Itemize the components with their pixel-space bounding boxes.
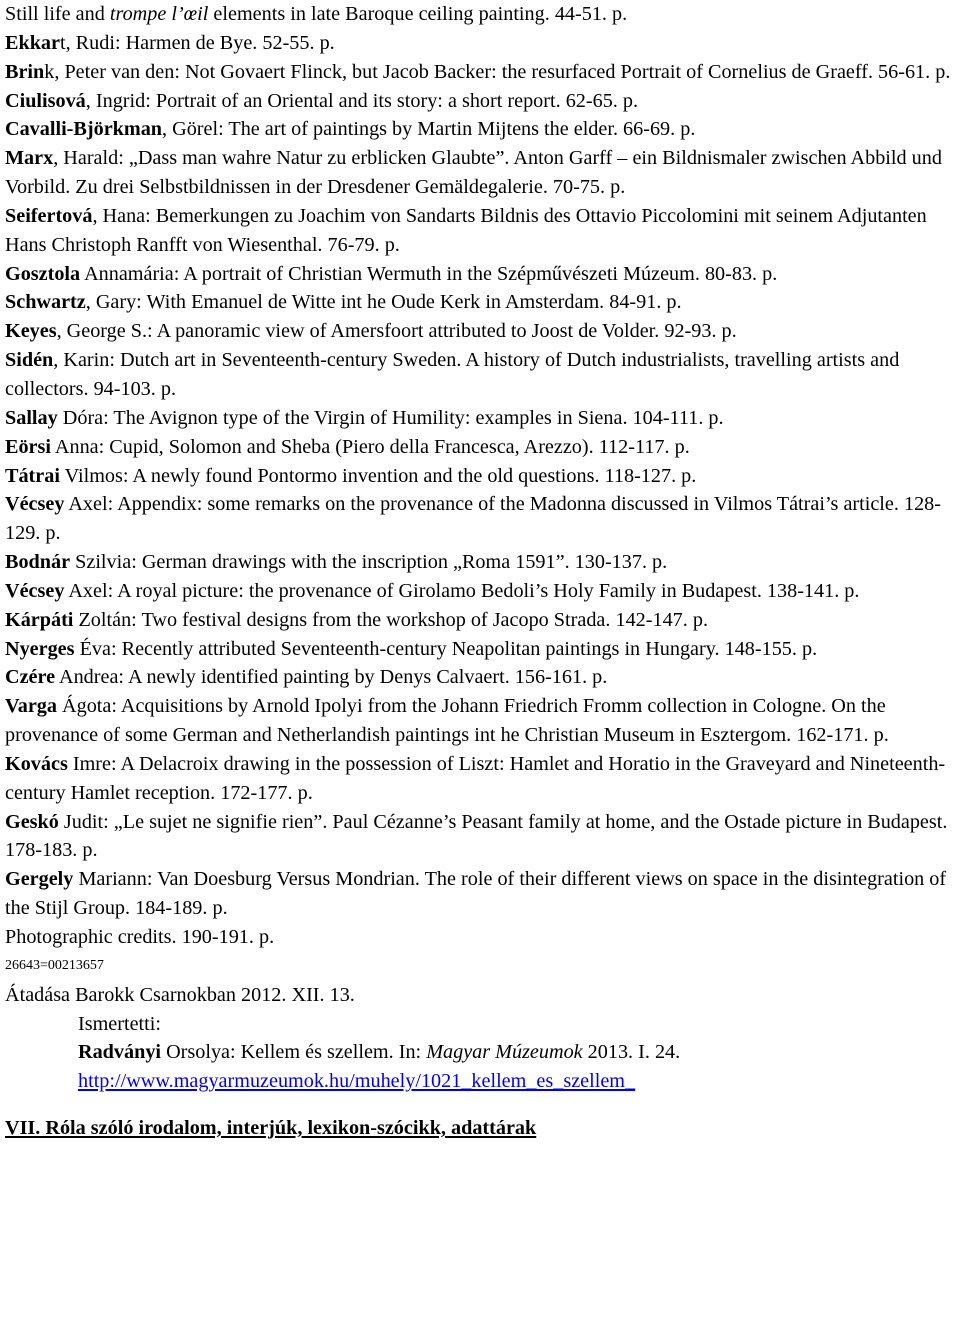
entry-0: Still life and trompe l’œil elements in late Baroque ceiling painting. 44-51. p. <box>5 3 628 25</box>
entry-3: Ciulisová, Ingrid: Portrait of an Oriental and its story: a short report. 62-65. p. <box>5 89 639 112</box>
entry-10: Sidén, Karin: Dutch art in Seventeenth-century Sweden. A history of Dutch industrialists, travelling artists and collectors. 94-103. p. <box>5 349 900 400</box>
entry-author: Czére <box>5 666 56 689</box>
entry-15: Bodnár Szilvia: German drawings with the inscription „Roma 1591”. 130-137. p. <box>5 551 668 574</box>
entry-author: Gergely <box>5 868 74 891</box>
entry-14: Vécsey Axel: Appendix: some remarks on the provenance of the Madonna discussed in Vilmos Tátrai’s article. 128-129. p. <box>5 493 941 545</box>
entry-4: Cavalli-Björkman, Görel: The art of paintings by Martin Mijtens the elder. 66-69. p. <box>5 118 696 141</box>
review-url-link[interactable]: http://www.magyarmuzeumok.hu/muhely/1021_kellem_es_szellem_ <box>78 1070 636 1093</box>
entry-6: Seifertová, Hana: Bemerkungen zu Joachim von Sandarts Bildnis des Ottavio Piccolomini mit seinem Adjutanten Hans Christoph Ranfft von Wiesenthal. 76-79. p. <box>5 204 927 256</box>
review-journal: Magyar Múzeumok <box>426 1041 583 1064</box>
entry-author: Tátrai <box>5 464 60 487</box>
entry-author: Varga <box>5 695 57 718</box>
entry-22: Geskó Judit: „Le sujet ne signifie rien”. Paul Cézanne’s Peasant family at home, and the Ostade picture in Budapest. 178-183. p. <box>5 810 948 862</box>
entry-author: Geskó <box>5 810 59 833</box>
entry-author: Ekkar <box>5 31 60 54</box>
entry-5: Marx, Harald: „Dass man wahre Natur zu erblicken Glaubte”. Anton Garff – ein Bildnismaler zwischen Abbild und Vorbild. Zu drei Selbstbildnissen in der Dresdener Gemäldegalerie. 70-75. p. <box>5 147 942 199</box>
entry-1: Ekkart, Rudi: Harmen de Bye. 52-55. p. <box>5 31 335 54</box>
entry-author: Brin <box>5 60 45 83</box>
entry-11: Sallay Dóra: The Avignon type of the Virgin of Humility: examples in Siena. 104-111. p. <box>5 406 724 429</box>
entry-author: Nyerges <box>5 637 75 660</box>
entry-author: Kárpáti <box>5 608 74 631</box>
entry-author: Sidén <box>5 349 54 372</box>
entry-author: Seifertová <box>5 204 93 227</box>
entry-12: Eörsi Anna: Cupid, Solomon and Sheba (Piero della Francesca, Arezzo). 112-117. p. <box>5 435 690 458</box>
entry-8: Schwartz, Gary: With Emanuel de Witte int he Oude Kerk in Amsterdam. 84-91. p. <box>5 291 682 314</box>
entry-20: Varga Ágota: Acquisitions by Arnold Ipolyi from the Johann Friedrich Fromm collection in Cologne. On the provenance of some German and Netherlandish paintings int he Christian Museum in Esztergom. 162-171. p. <box>5 695 889 747</box>
entry-author: Ciulisová <box>5 89 86 112</box>
entry-author: Vécsey <box>5 493 65 516</box>
section-heading: VII. Róla szóló irodalom, interjúk, lexikon-szócikk, adattárak <box>5 1117 537 1140</box>
review-label: Ismertetti: <box>78 1012 161 1035</box>
review-link-row <box>5 1067 960 1096</box>
handover-note: Átadása Barokk Csarnokban 2012. XII. 13. <box>5 983 355 1006</box>
entry-author: Vécsey <box>5 579 65 602</box>
entry-18: Nyerges Éva: Recently attributed Seventeenth-century Neapolitan paintings in Hungary. 148-155. p. <box>5 637 818 660</box>
entry-2: Brink, Peter van den: Not Govaert Flinck, but Jacob Backer: the resurfaced Portrait of Cornelius de Graeff. 56-61. p. <box>5 60 951 83</box>
review-entry: Radványi Orsolya: Kellem és szellem. In: Magyar Múzeumok 2013. I. 24. <box>78 1041 681 1064</box>
entry-author: Eörsi <box>5 435 51 458</box>
entry-author: Marx <box>5 147 54 170</box>
entry-17: Kárpáti Zoltán: Two festival designs from the workshop of Jacopo Strada. 142-147. p. <box>5 608 708 631</box>
entry-23: Gergely Mariann: Van Doesburg Versus Mondrian. The role of their different views on space in the disintegration of the Stijl Group. 184-189. p. <box>5 868 947 920</box>
entry-author: Kovács <box>5 752 68 775</box>
entry-21: Kovács Imre: A Delacroix drawing in the possession of Liszt: Hamlet and Horatio in the Graveyard and Nineteenth-century Hamlet reception. 172-177. p. <box>5 752 946 804</box>
entry-7: Gosztola Annamária: A portrait of Christian Wermuth in the Szépművészeti Múzeum. 80-83. p. <box>5 262 778 285</box>
entry-13: Tátrai Vilmos: A newly found Pontormo invention and the old questions. 118-127. p. <box>5 464 697 487</box>
entry-author: Gosztola <box>5 262 81 285</box>
catalog-code: 26643=00213657 <box>5 957 104 973</box>
entry-author: Keyes <box>5 320 57 343</box>
entry-author: Cavalli-Björkman <box>5 118 163 141</box>
review-author: Radványi <box>78 1041 162 1064</box>
entry-author: Sallay <box>5 406 58 429</box>
entry-16: Vécsey Axel: A royal picture: the provenance of Girolamo Bedoli’s Holy Family in Budapest. 138-141. p. <box>5 579 860 602</box>
entry-author: Schwartz <box>5 291 86 314</box>
entry-24: Photographic credits. 190-191. p. <box>5 926 275 948</box>
entry-9: Keyes, George S.: A panoramic view of Amersfoort attributed to Joost de Volder. 92-93. p. <box>5 320 737 343</box>
entry-author: Bodnár <box>5 551 71 574</box>
entry-19: Czére Andrea: A newly identified painting by Denys Calvaert. 156-161. p. <box>5 666 608 689</box>
